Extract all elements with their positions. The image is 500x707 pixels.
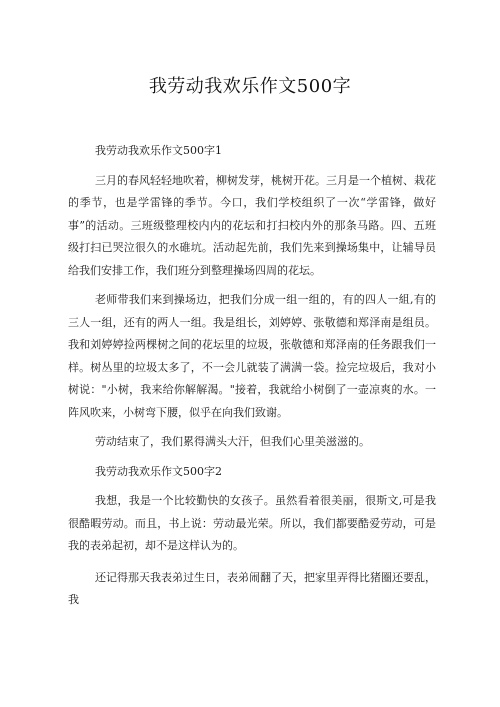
document-title: 我劳动我欢乐作文500字 [148, 76, 352, 97]
document-body [68, 140, 436, 612]
section-heading-2: 我劳动我欢乐作文500字2 [95, 464, 222, 478]
section-heading-1: 我劳动我欢乐作文500字1 [95, 144, 222, 157]
section-2-paragraph-1: 我想，我是一个比较勤快的女孩子。虽然看着很美丽，很斯文,可是我很酷暇劳动。而且，书上说：劳动最光荣。所以，我们都要酷爱劳动，可是我的表弟起初，却不是这样认为的。 [68, 494, 436, 552]
section-1-paragraph-1: 三月的春风轻轻地吹着，柳树发芽，桃树开花。三月是一个植树、栽花的季节，也是学雷锋的季节。今口，我们学校组织了一次“学雷锋，做好事”的活动。三班级整理校内内的花坛和打扫校内外的那条马路。四、五班级打扫已哭泣很久的水碓坑。活动起先前，我们先来到操场集中，让辅导员给我们安排工作，我们班分到整理操场四周的花坛。 [68, 173, 436, 277]
section-1-paragraph-2: 老师带我们来到操场边，把我们分成一组一组的，有的四人一組,有的三人一组，还有的两人一组。我是组长，刘婷婷、张敬德和郑泽南是组员。我和刘婷婷捡两棵树之间的花坛里的垃圾，张敬德和郑泽南的任务跟我们一样。树丛里的垃圾太多了，不一会儿就装了满满一袋。捡完垃圾后，我对小树说："小树，我来给你解解渴。"接着，我就给小树倒了一壶凉爽的水。一阵风吹来，小树弯下腰，似乎在向我们致谢。 [68, 293, 436, 419]
section-1-paragraph-3: 劳动结束了，我们累得满头大汗，但我们心里美滋滋的。 [95, 435, 370, 448]
section-2-paragraph-2: 还记得那天我表弟过生日，表弟闹翻了天，把家里弄得比猪圈还要乱，我 [68, 570, 436, 606]
